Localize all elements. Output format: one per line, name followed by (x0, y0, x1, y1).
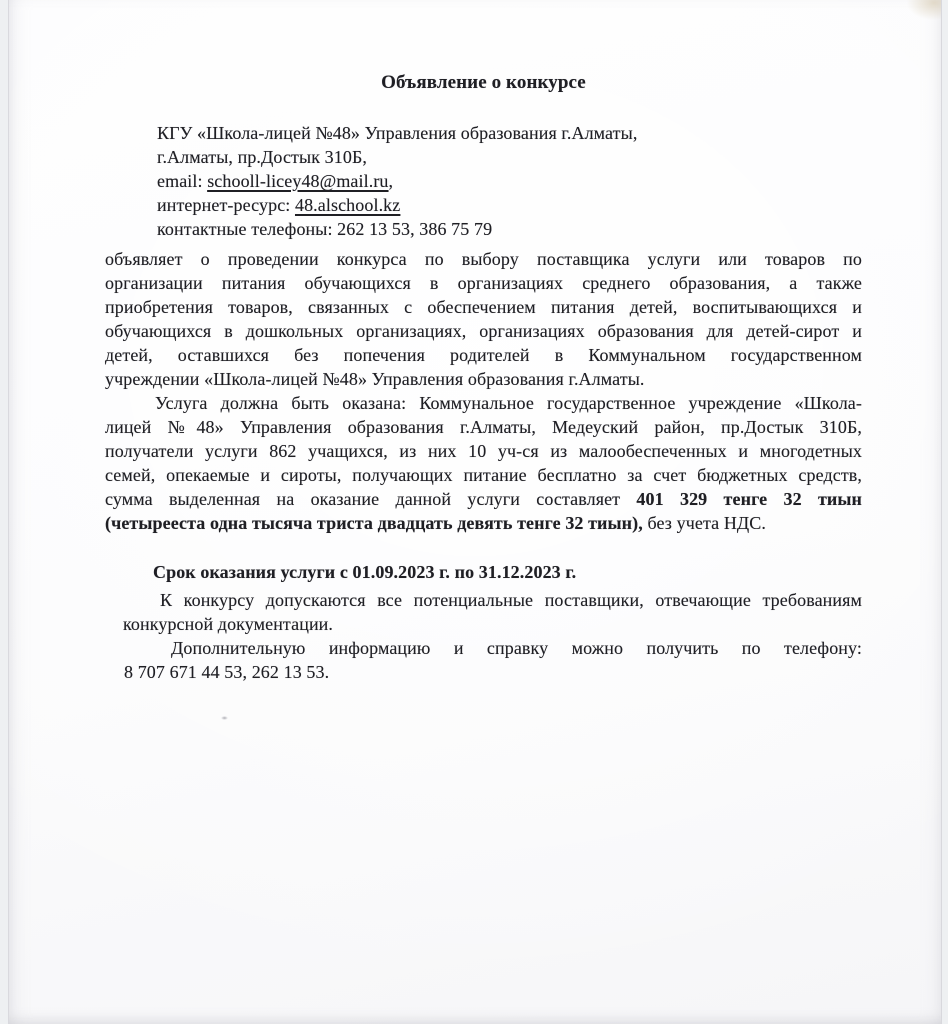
text-segment: контактные телефоны: 262 13 53, 386 75 79 (157, 219, 493, 239)
paper-speck (221, 716, 228, 720)
text-segment: семей, опекаемые и сироты, получающих питание бесплатно за счет бюджетных средств, (105, 465, 862, 485)
service-line (105, 487, 862, 511)
text-segment: получатели услуги 862 учащихся, из них 10 уч-ся из малообеспеченных и многодетных (105, 441, 862, 461)
text-segment: организации питания обучающихся в организациях среднего образования, а также (105, 273, 862, 293)
additional-info-paragraph (124, 636, 862, 684)
contact-line (157, 145, 862, 169)
announcement-line (105, 343, 862, 367)
text-segment: приобретения товаров, связанных с обеспечением питания детей, воспитывающихся и (105, 297, 862, 317)
text-segment: К конкурсу допускаются все потенциальные поставщики, отвечающие требованиям (160, 590, 862, 610)
eligibility-paragraph (123, 588, 862, 636)
service-line (105, 439, 862, 463)
text-segment: 8 707 671 44 53, 262 13 53. (124, 662, 330, 682)
contact-line (157, 121, 862, 145)
text-segment: , (388, 171, 394, 191)
text-segment: Дополнительную информацию и справку можно получить по телефону: (171, 638, 862, 658)
service-line (105, 391, 862, 415)
text-segment: Услуга должна быть оказана: Коммунальное государственное учреждение «Школа- (155, 393, 862, 413)
paper-corner-stain (895, 0, 941, 26)
text-segment: лицей №48» Управления образования г.Алматы, Медеуский район, пр.Достык 310Б, (105, 417, 862, 437)
service-paragraph (105, 391, 862, 535)
announcement-line (105, 367, 862, 391)
announcement-line (105, 295, 862, 319)
eligibility-line (123, 588, 862, 612)
text-segment: сумма выделенная на оказание данной услуги составляет (105, 489, 637, 509)
contact-line (157, 217, 862, 241)
paper-sheet (8, 0, 942, 1024)
text-segment: объявляет о проведении конкурса по выбору поставщика услуги или товаров по (105, 249, 862, 269)
info-line (124, 660, 862, 684)
text-segment: конкурсной документации. (123, 614, 334, 634)
service-line (105, 415, 862, 439)
text-segment: учреждении «Школа-лицей №48» Управления образования г.Алматы. (105, 369, 645, 389)
announcement-line (105, 247, 862, 271)
underlined-text-segment: 48.alschool.kz (294, 195, 401, 215)
announcement-paragraph (105, 247, 862, 391)
bold-text-segment: 401 329 тенге 32 тиын (636, 489, 862, 509)
service-term-heading: Срок оказания услуги с 01.09.2023 г. по 31.12.2023 г. (153, 562, 577, 582)
contact-block (157, 121, 862, 241)
service-line (105, 463, 862, 487)
text-segment: КГУ «Школа-лицей №48» Управления образования г.Алматы, (157, 123, 638, 143)
text-segment: email: (157, 171, 208, 191)
document-title: Объявление о конкурсе (381, 72, 586, 93)
announcement-line (105, 319, 862, 343)
underlined-text-segment: schooll-licey48@mail.ru (207, 171, 389, 191)
text-segment: детей, оставшихся без попечения родителей в Коммунальном государственном (105, 345, 862, 365)
announcement-line (105, 271, 862, 295)
info-line (124, 636, 862, 660)
contact-line (157, 193, 862, 217)
text-segment: интернет-ресурс: (157, 195, 295, 215)
text-segment: г.Алматы, пр.Достык 310Б, (157, 147, 367, 167)
bold-text-segment: (четырееста одна тысяча триста двадцать девять тенге 32 тиын), (105, 513, 643, 533)
contact-line (157, 169, 862, 193)
service-line (105, 511, 862, 535)
eligibility-line (123, 612, 862, 636)
text-segment: без учета НДС. (642, 513, 766, 533)
document-content (105, 0, 862, 684)
text-segment: обучающихся в дошкольных организациях, организациях образования для детей-сирот и (105, 321, 862, 341)
